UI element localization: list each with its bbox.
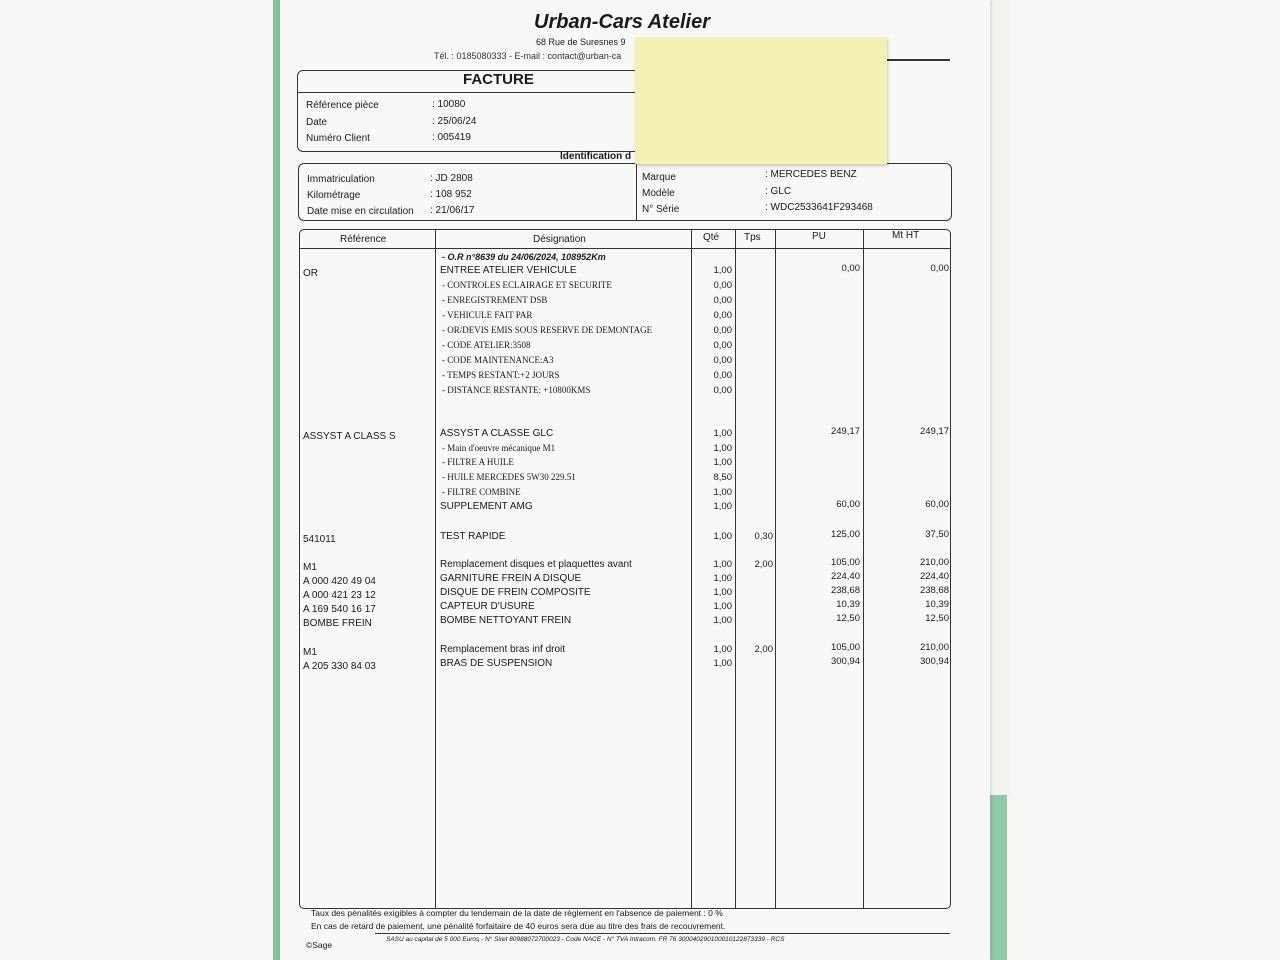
cell-qte: 1,00: [713, 644, 732, 655]
cell-designation: Remplacement bras inf droit: [440, 644, 566, 655]
cell-pu: 249,17: [830, 426, 860, 437]
footer-rule: [375, 933, 950, 934]
cell-pu: 125,00: [830, 529, 860, 540]
cell-qte: 1,00: [713, 587, 732, 598]
cell-ref: OR: [303, 268, 318, 279]
cell-designation: - Main d'oeuvre mécanique M1: [442, 443, 556, 453]
cell-qte: 1,00: [713, 531, 732, 542]
cell-designation: - FILTRE A HUILE: [442, 457, 514, 467]
serie-value: : WDC2533641F293468: [765, 202, 873, 213]
cell-pu: 12,50: [836, 613, 860, 624]
identification-title: Identification d: [560, 151, 632, 162]
cell-qte: 1,00: [713, 443, 732, 454]
circulation-label: Date mise en circulation: [307, 206, 414, 217]
cell-designation: Remplacement disques et plaquettes avant: [440, 559, 632, 570]
company-contact: Tél. : 0185080333 - E-mail : contact@urban-ca: [434, 51, 622, 61]
cell-qte: 1,00: [713, 501, 732, 512]
header-desig: Désignation: [533, 234, 586, 245]
header-mt: Mt HT: [892, 230, 920, 241]
footer-late-fee: En cas de retard de paiement, une pénalité forfaitaire de 40 euros sera due au titre des frais de recouvrement.: [311, 921, 726, 931]
cell-qte: 0,00: [713, 325, 732, 336]
cell-qte: 8,50: [713, 472, 732, 483]
cell-qte: 1,00: [713, 487, 732, 498]
ref-value: : 10080: [432, 99, 466, 110]
km-value: : 108 952: [430, 189, 472, 200]
cell-qte: 1,00: [713, 601, 732, 612]
cell-qte: 0,00: [713, 340, 732, 351]
cell-designation: - OR/DEVIS EMIS SOUS RESERVE DE DEMONTAGE: [442, 325, 653, 335]
cell-mt: 224,40: [919, 571, 949, 582]
cell-qte: 1,00: [713, 265, 732, 276]
immat-value: : JD 2808: [430, 173, 473, 184]
cell-mt: 60,00: [925, 499, 949, 510]
cell-qte: 0,00: [713, 355, 732, 366]
cell-designation: - VEHICULE FAIT PAR: [442, 310, 533, 320]
cell-mt: 12,50: [925, 613, 949, 624]
cell-qte: 0,00: [713, 310, 732, 321]
cell-designation: - FILTRE COMBINE: [442, 487, 521, 497]
header-pu: PU: [812, 231, 826, 242]
col-divider-ref: [435, 230, 436, 908]
company-name: Urban-Cars Atelier: [534, 11, 710, 33]
col-divider-tps: [775, 230, 776, 908]
table-header-rule: [300, 248, 950, 249]
cell-mt: 210,00: [919, 557, 949, 568]
cell-pu: 238,68: [830, 585, 860, 596]
cell-designation: ENTREE ATELIER VEHICULE: [440, 265, 577, 276]
date-value: : 25/06/24: [432, 116, 477, 127]
cell-qte: 1,00: [713, 658, 732, 669]
vehicle-divider: [636, 164, 637, 220]
cell-qte: 0,00: [713, 280, 732, 291]
cell-designation: BRAS DE SUSPENSION: [440, 658, 553, 669]
company-address: 68 Rue de Suresnes 9: [536, 37, 626, 47]
facture-title: FACTURE: [463, 71, 534, 88]
cell-mt: 37,50: [925, 529, 949, 540]
cell-designation: SUPPLEMENT AMG: [440, 501, 533, 512]
header-ref: Référence: [340, 234, 387, 245]
ref-label: Référence pièce: [306, 100, 379, 111]
cell-mt: 210,00: [919, 642, 949, 653]
cell-qte: 1,00: [713, 457, 732, 468]
cell-designation: - CONTROLES ECLAIRAGE ET SECURITE: [442, 280, 612, 290]
footer-legal: SASU au capital de 5 000 Euros - N° Siret 80988072700023 - Code NACE - N° TVA Intracom. FR 76 300040290100010122873339 - RCS: [386, 936, 785, 943]
cell-tps: 2,00: [754, 559, 773, 570]
cell-mt: 300,94: [919, 656, 949, 667]
client-label: Numéro Client: [306, 133, 370, 144]
cell-qte: 1,00: [713, 559, 732, 570]
cell-pu: 224,40: [830, 571, 860, 582]
cell-pu: 60,00: [836, 499, 860, 510]
cell-pu: 300,94: [830, 656, 860, 667]
cell-qte: 0,00: [713, 295, 732, 306]
cell-pu: 0,00: [841, 263, 860, 274]
cell-designation: - TEMPS RESTANT:+2 JOURS: [442, 370, 560, 380]
cell-ref: A 000 421 23 12: [303, 590, 376, 601]
cell-tps: 0,30: [754, 531, 773, 542]
cell-designation: - CODE ATELIER:3508: [442, 340, 531, 350]
date-label: Date: [306, 117, 328, 128]
cell-mt: 10,39: [925, 599, 949, 610]
cell-designation: TEST RAPIDE: [440, 531, 506, 542]
cell-ref: A 169 540 16 17: [303, 604, 376, 615]
cell-ref: 541011: [303, 534, 336, 545]
cell-pu: 10,39: [836, 599, 860, 610]
cell-qte: 1,00: [713, 615, 732, 626]
cell-designation: CAPTEUR D'USURE: [440, 601, 535, 612]
or-heading: - O.R n°8639 du 24/06/2024, 108952Km: [442, 252, 606, 262]
circulation-value: : 21/06/17: [430, 205, 475, 216]
cell-designation: - DISTANCE RESTANTE: +10800KMS: [442, 385, 591, 395]
cell-designation: - HUILE MERCEDES 5W30 229.51: [442, 472, 576, 482]
cell-pu: 105,00: [830, 642, 860, 653]
immat-label: Immatriculation: [307, 174, 375, 185]
sage-mark: ©Sage: [306, 940, 333, 950]
cell-designation: GARNITURE FREIN A DISQUE: [440, 573, 582, 584]
client-value: : 005419: [432, 132, 471, 143]
cell-designation: - CODE MAINTENANCE:A3: [442, 355, 554, 365]
background-right: [1007, 0, 1280, 960]
cell-tps: 2,00: [754, 644, 773, 655]
cell-designation: DISQUE DE FREIN COMPOSITE: [440, 587, 591, 598]
cell-mt: 238,68: [919, 585, 949, 596]
cell-mt: 249,17: [919, 426, 949, 437]
cell-qte: 0,00: [713, 385, 732, 396]
modele-value: : GLC: [765, 186, 792, 197]
cell-ref: M1: [303, 562, 317, 573]
sticky-note: [635, 37, 887, 164]
cell-ref: ASSYST A CLASS S: [303, 431, 396, 442]
cell-designation: BOMBE NETTOYANT FREIN: [440, 615, 572, 626]
modele-label: Modèle: [642, 188, 675, 199]
cell-ref: BOMBE FREIN: [303, 618, 372, 629]
cell-pu: 105,00: [830, 557, 860, 568]
cell-ref: A 000 420 49 04: [303, 576, 376, 587]
serie-label: N° Série: [642, 204, 680, 215]
marque-label: Marque: [642, 172, 676, 183]
cell-mt: 0,00: [930, 263, 949, 274]
cell-qte: 1,00: [713, 573, 732, 584]
cell-designation: ASSYST A CLASSE GLC: [440, 428, 554, 439]
header-rule: [876, 59, 950, 61]
col-divider-pu: [863, 230, 864, 908]
header-qte: Qté: [703, 232, 720, 243]
marque-value: : MERCEDES BENZ: [765, 169, 857, 180]
cell-designation: - ENREGISTREMENT DSB: [442, 295, 548, 305]
cell-ref: A 205 330 84 03: [303, 661, 376, 672]
cell-ref: M1: [303, 647, 317, 658]
km-label: Kilométrage: [307, 190, 361, 201]
header-tps: Tps: [744, 232, 761, 243]
cell-qte: 1,00: [713, 428, 732, 439]
footer-penalty: Taux des pénalités exigibles à compter du lendemain de la date de règlement en l'absence de paiement : 0 %: [311, 908, 723, 918]
facture-title-rule: [298, 92, 643, 93]
background-left: [0, 0, 273, 960]
cell-qte: 0,00: [713, 370, 732, 381]
